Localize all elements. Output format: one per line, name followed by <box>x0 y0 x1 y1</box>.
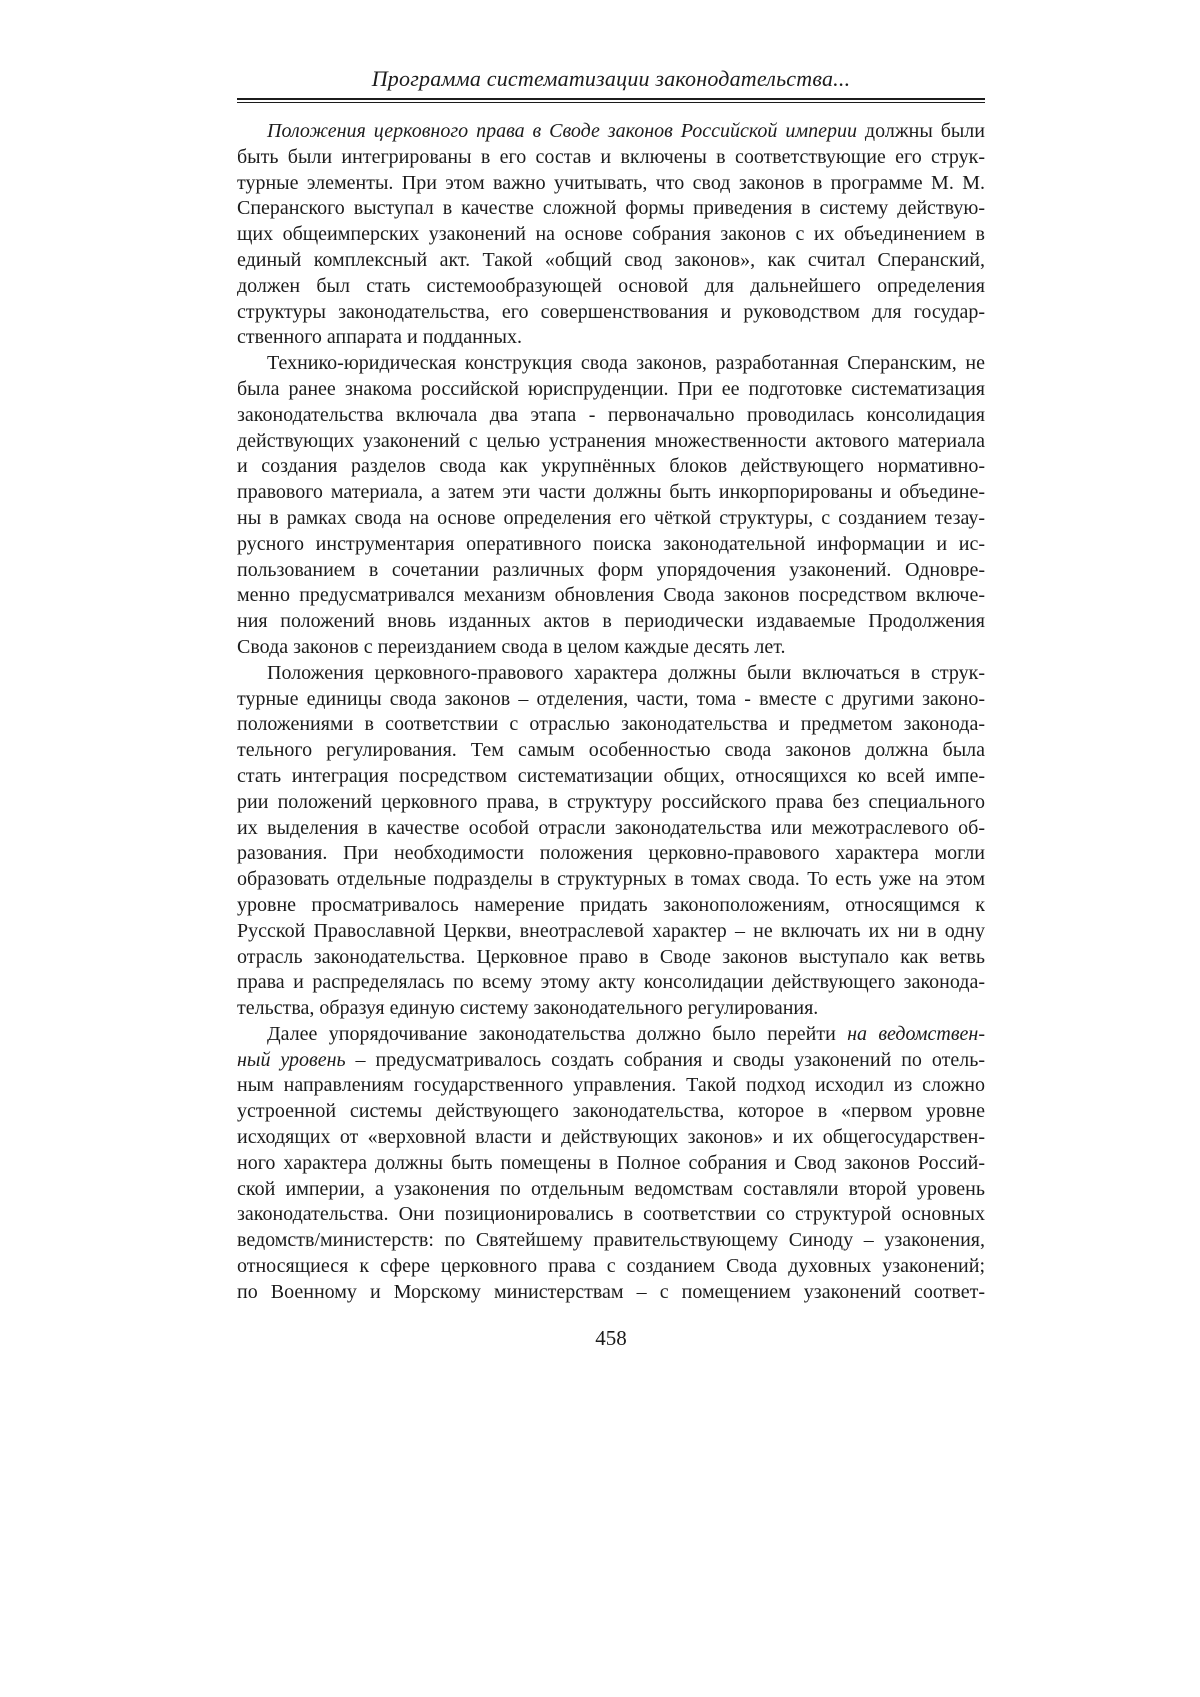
text-segment: тельного регулирования. Тем самым особенностью свода законов должна была <box>237 739 985 762</box>
text-segment: ской империи, а узаконения по отдельным ведомствам составляли второй уровень <box>237 1177 985 1200</box>
paragraph <box>237 661 985 1022</box>
text-line <box>237 583 985 609</box>
text-line <box>237 945 985 971</box>
text-line <box>237 274 985 300</box>
text-line <box>237 506 985 532</box>
text-segment: по Военному и Морскому министерствам – с помещением узаконений соответ- <box>237 1280 985 1303</box>
text-segment: устроенной системы действующего законодательства, которое в «первом уровне <box>237 1100 985 1123</box>
text-line <box>237 1228 985 1254</box>
text-line <box>237 429 985 455</box>
text-line <box>237 532 985 558</box>
text-segment: единый комплексный акт. Такой «общий свод законов», как считал Сперанский, <box>237 248 985 271</box>
text-segment: Свода законов с переизданием свода в целом каждые десять лет. <box>237 635 786 658</box>
text-segment: положениями в соответствии с отраслью законодательства и предметом законода- <box>237 713 985 736</box>
text-line <box>237 1073 985 1099</box>
text-line <box>237 248 985 274</box>
text-line <box>237 764 985 790</box>
text-line <box>237 1022 985 1048</box>
text-segment: должен был стать системообразующей основой для дальнейшего определения <box>237 274 985 297</box>
text-line <box>237 196 985 222</box>
text-line <box>237 558 985 584</box>
text-segment: и создания разделов свода как укрупнённых блоков действующего нормативно- <box>237 455 985 478</box>
text-segment: щих общеимперских узаконений на основе собрания законов с их объединением в <box>237 223 985 246</box>
text-line <box>237 893 985 919</box>
text-line <box>237 403 985 429</box>
text-segment: ственного аппарата и подданных. <box>237 326 522 349</box>
text-segment: их выделения в качестве особой отрасли законодательства или межотраслевого об- <box>237 816 985 839</box>
text-segment: быть были интегрированы в его состав и включены в соответствующие его струк- <box>237 145 985 168</box>
body-text <box>237 119 985 1306</box>
text-line <box>237 996 985 1022</box>
text-segment: Русской Православной Церкви, внеотраслевой характер – не включать их ни в одну <box>237 919 985 942</box>
text-line <box>237 119 985 145</box>
text-segment: права и распределялась по всему этому акту консолидации действующего законода- <box>237 971 985 994</box>
text-line <box>237 1099 985 1125</box>
text-line <box>237 661 985 687</box>
text-line <box>237 351 985 377</box>
text-segment: правового материала, а затем эти части должны быть инкорпорированы и объедине- <box>237 481 985 504</box>
text-line <box>237 609 985 635</box>
document-page <box>237 0 985 1350</box>
italic-text-segment: Положения церковного права в Своде законов Российской империи <box>267 120 857 142</box>
text-line <box>237 1280 985 1306</box>
text-segment: пользованием в сочетании различных форм упорядочения узаконений. Одновре- <box>237 558 985 581</box>
paragraph <box>237 351 985 661</box>
text-segment: исходящих от «верховной власти и действующих законов» и их общегосударствен- <box>237 1126 985 1149</box>
text-segment: рии положений церковного права, в структуру российского права без специального <box>237 790 985 813</box>
text-segment: законодательства включала два этапа - первоначально проводилась консолидация <box>237 403 985 426</box>
text-line <box>237 300 985 326</box>
text-segment: структуры законодательства, его совершенствования и руководством для государ- <box>237 300 985 323</box>
text-segment: ным направлениям государственного управления. Такой подход исходил из сложно <box>237 1074 985 1097</box>
text-line <box>237 970 985 996</box>
text-segment: турные элементы. При этом важно учитывать, что свод законов в программе М. М. <box>237 171 985 194</box>
paragraph <box>237 1022 985 1306</box>
text-segment: турные единицы свода законов – отделения, части, тома - вместе с другими законо- <box>237 687 985 710</box>
text-line <box>237 816 985 842</box>
text-line <box>237 790 985 816</box>
text-segment: – предусматривалось создать собрания и своды узаконений по отель- <box>345 1048 985 1071</box>
italic-text-segment: ный уровень <box>237 1048 346 1071</box>
text-segment: русного инструментария оперативного поиска законодательной информации и ис- <box>237 532 985 555</box>
text-line <box>237 171 985 197</box>
text-segment: Далее упорядочивание законодательства должно было перейти <box>267 1022 848 1045</box>
paragraph <box>237 119 985 351</box>
text-line <box>237 454 985 480</box>
text-segment: Технико-юридическая конструкция свода законов, разработанная Сперанским, не <box>267 352 985 375</box>
text-segment: ного характера должны быть помещены в Полное собрания и Свод законов Россий- <box>237 1151 985 1174</box>
text-segment: должны были <box>857 120 985 142</box>
text-segment: уровне просматривалось намерение придать законоположениям, относящимся к <box>237 893 985 916</box>
text-line <box>237 145 985 171</box>
text-line <box>237 1254 985 1280</box>
text-segment: ния положений вновь изданных актов в периодически издаваемые Продолжения <box>237 610 985 633</box>
text-segment: ведомств/министерств: по Святейшему правительствующему Синоду – узаконения, <box>237 1229 985 1252</box>
text-line <box>237 738 985 764</box>
text-line <box>237 377 985 403</box>
text-line <box>237 635 985 661</box>
text-line <box>237 867 985 893</box>
text-line <box>237 712 985 738</box>
text-line <box>237 841 985 867</box>
text-line <box>237 1202 985 1228</box>
text-segment: менно предусматривался механизм обновления Свода законов посредством включе- <box>237 584 985 607</box>
text-segment: законодательства. Они позиционировались в соответствии со структурой основных <box>237 1203 985 1226</box>
text-line <box>237 1177 985 1203</box>
text-line <box>237 325 985 351</box>
italic-text-segment: на ведомствен- <box>847 1022 985 1045</box>
text-line <box>237 222 985 248</box>
running-header: Программа систематизации законодательства... <box>371 66 851 91</box>
text-segment: тельства, образуя единую систему законодательного регулирования. <box>237 997 819 1020</box>
text-line <box>237 687 985 713</box>
page-number: 458 <box>595 1325 627 1350</box>
text-segment: ны в рамках свода на основе определения его чёткой структуры, с созданием тезау- <box>237 506 985 529</box>
text-line <box>237 919 985 945</box>
text-segment: стать интеграция посредством систематизации общих, относящихся ко всей импе- <box>237 764 985 787</box>
text-line <box>237 1048 985 1074</box>
text-segment: Сперанского выступал в качестве сложной формы приведения в систему действую- <box>237 197 985 220</box>
text-segment: разования. При необходимости положения церковно-правового характера могли <box>237 842 985 865</box>
text-line <box>237 1125 985 1151</box>
text-segment: отрасль законодательства. Церковное право в Своде законов выступало как ветвь <box>237 945 985 968</box>
text-segment: относящиеся к сфере церковного права с созданием Свода духовных узаконений; <box>237 1255 985 1278</box>
text-segment: была ранее знакома российской юриспруденции. При ее подготовке систематизация <box>237 377 985 400</box>
text-line <box>237 1151 985 1177</box>
text-segment: действующих узаконений с целью устранения множественности актового материала <box>237 429 985 452</box>
text-segment: Положения церковного-правового характера должны были включаться в струк- <box>267 661 985 684</box>
text-segment: образовать отдельные подразделы в структурных в томах свода. То есть уже на этом <box>237 868 985 891</box>
text-line <box>237 480 985 506</box>
header-rule <box>237 98 985 103</box>
